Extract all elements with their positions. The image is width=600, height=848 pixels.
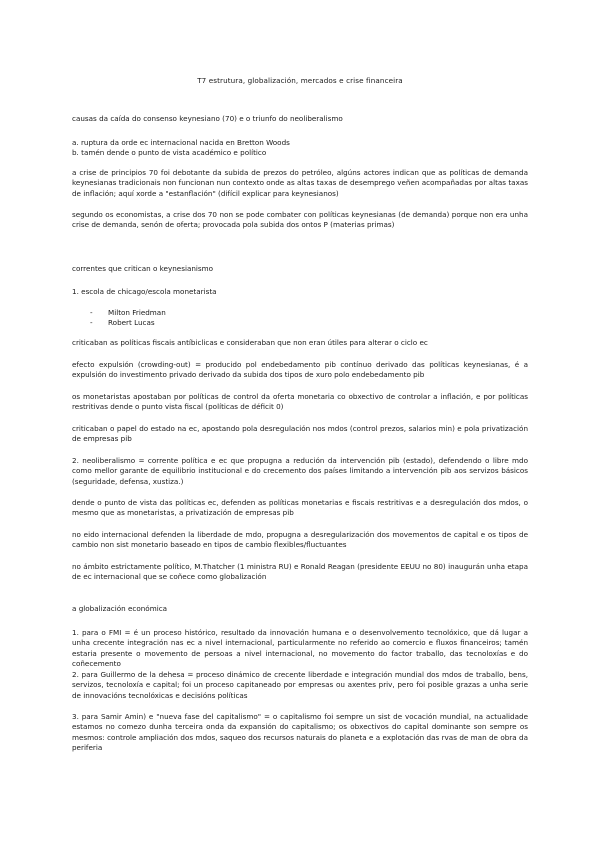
paragraph-supply-crisis: segundo os economistas, a crise dos 70 non se pode combater con políticas keynesianas (de demanda) porque non era unha crise de demanda, senón de oferta; provocada pola subida dos ontos P (materias primas): [72, 210, 528, 230]
paragraph-neoliberalism: 2. neoliberalismo = corrente política e ec que propugna a redución da intervención pib (estado), defendendo o libre mdo como mellor garante de equilibrio institucional e do crecemento dos países limitando a intervención pib aos servizos básicos (seguridade, defensa, xustiza.): [72, 456, 528, 486]
paragraph-international: no eido internacional defenden la liberdade de mdo, propugna a desregularización dos movementos de capital e os tipos de cambio non sist monetario baseado en tipos de cambio flexibles/fluctuantes: [72, 530, 528, 550]
paragraph-monetarist-policy: os monetaristas apostaban por políticas de control da oferta monetaria co obxectivo de controlar a inflación, e por políticas restritivas dende o punto vista fiscal (políticas de déficit 0): [72, 392, 528, 412]
paragraph-state-role: criticaban o papel do estado na ec, apostando pola desregulación nos mdos (control prezos, salarios min) e pola privatización de empresas pib: [72, 424, 528, 444]
paragraph-fiscal-critique: criticaban as políticas fiscais antíbiclicas e consideraban que non eran útiles para alterar o ciclo ec: [72, 338, 428, 347]
paragraph-dehesa-definition: 2. para Guillermo de la dehesa = proceso dinámico de crecente liberdade e integración mundial dos mdos de traballo, bens, servizos, tecnoloxía e capital; foi un proceso capitaneado por empresas ou axentes priv, pero foi posible grazas a unha serie de innovacións tecnolóxicas e decisións políticas: [72, 670, 528, 700]
bullet-item-friedman: Milton Friedman: [108, 308, 166, 317]
list-item-chicago-school: 1. escola de chicago/escola monetarista: [72, 287, 217, 296]
document-title: T7 estrutura, globalización, mercados e crise financeira: [197, 76, 403, 85]
paragraph-thatcher-reagan: no ámbito estrictamente político, M.Thatcher (1 ministra RU) e Ronald Reagan (presidente EEUU no 80) inaugurán unha etapa de ec internacional que se coñece como globalización: [72, 562, 528, 582]
paragraph-imf-definition: 1. para o FMI = é un proceso histórico, resultado da innovación humana e o desenvolvemento tecnolóxico, que dá lugar a unha crecente integración nas ec a nivel internacional, particularmente no referido ao comercio e fluxos financeiros; tamén estaria presente o movemento de persoas a nivel internacional, no movemento do factor traballo, das tecnoloxías e do coñecemento: [72, 628, 528, 669]
section-heading-critics: correntes que critican o keynesianismo: [72, 264, 214, 273]
list-item-b: b. tamén dende o punto de vista académico e político: [72, 148, 267, 157]
section-heading-keynesian-consensus: causas da caída do consenso keynesiano (70) e o triunfo do neoliberalismo: [72, 114, 343, 123]
list-item-a: a. ruptura da orde ec internacional nacida en Bretton Woods: [72, 138, 290, 147]
paragraph-crowding-out: efecto expulsión (crowding-out) = producido pol endebedamento pib contínuo derivado das políticas keynesianas, é a expulsión do investimento privado derivado da subida dos tipos de xuro polo endebedamento pib: [72, 360, 528, 380]
bullet-item-lucas: Robert Lucas: [108, 318, 155, 327]
paragraph-amin-definition: 3. para Samir Amin) e "nueva fase del capitalismo" = o capitalismo foi sempre un sist de vocación mundial, na actualidade estamos no comezo dunha terceira onda da expansión do capitalismo; os obxectivos do capital dominante son sempre os mesmos: controle ampliación dos mdos, saqueo dos recursos naturais do planeta e a explotación das rvas de man de obra da periferia: [72, 712, 528, 753]
section-heading-globalization: a globalización económica: [72, 604, 168, 613]
bullet-marker: -: [90, 308, 93, 317]
bullet-marker: -: [90, 318, 93, 327]
paragraph-economic-policies: dende o punto de vista das políticas ec, defenden as políticas monetarias e fiscais restritivas e a desregulación dos mdos, o mesmo que as monetaristas, a privatización de empresas pib: [72, 498, 528, 518]
paragraph-stagflation: a crise de principios 70 foi debotante da subida de prezos do petróleo, algúns actores indican que as políticas de demanda keynesianas tradicionais non funcionan nun contexto onde as altas taxas de desemprego veñen acompañadas por altas taxas de inflación; aquí xorde a "estanflación" (difícil explicar para keynesianos): [72, 168, 528, 198]
